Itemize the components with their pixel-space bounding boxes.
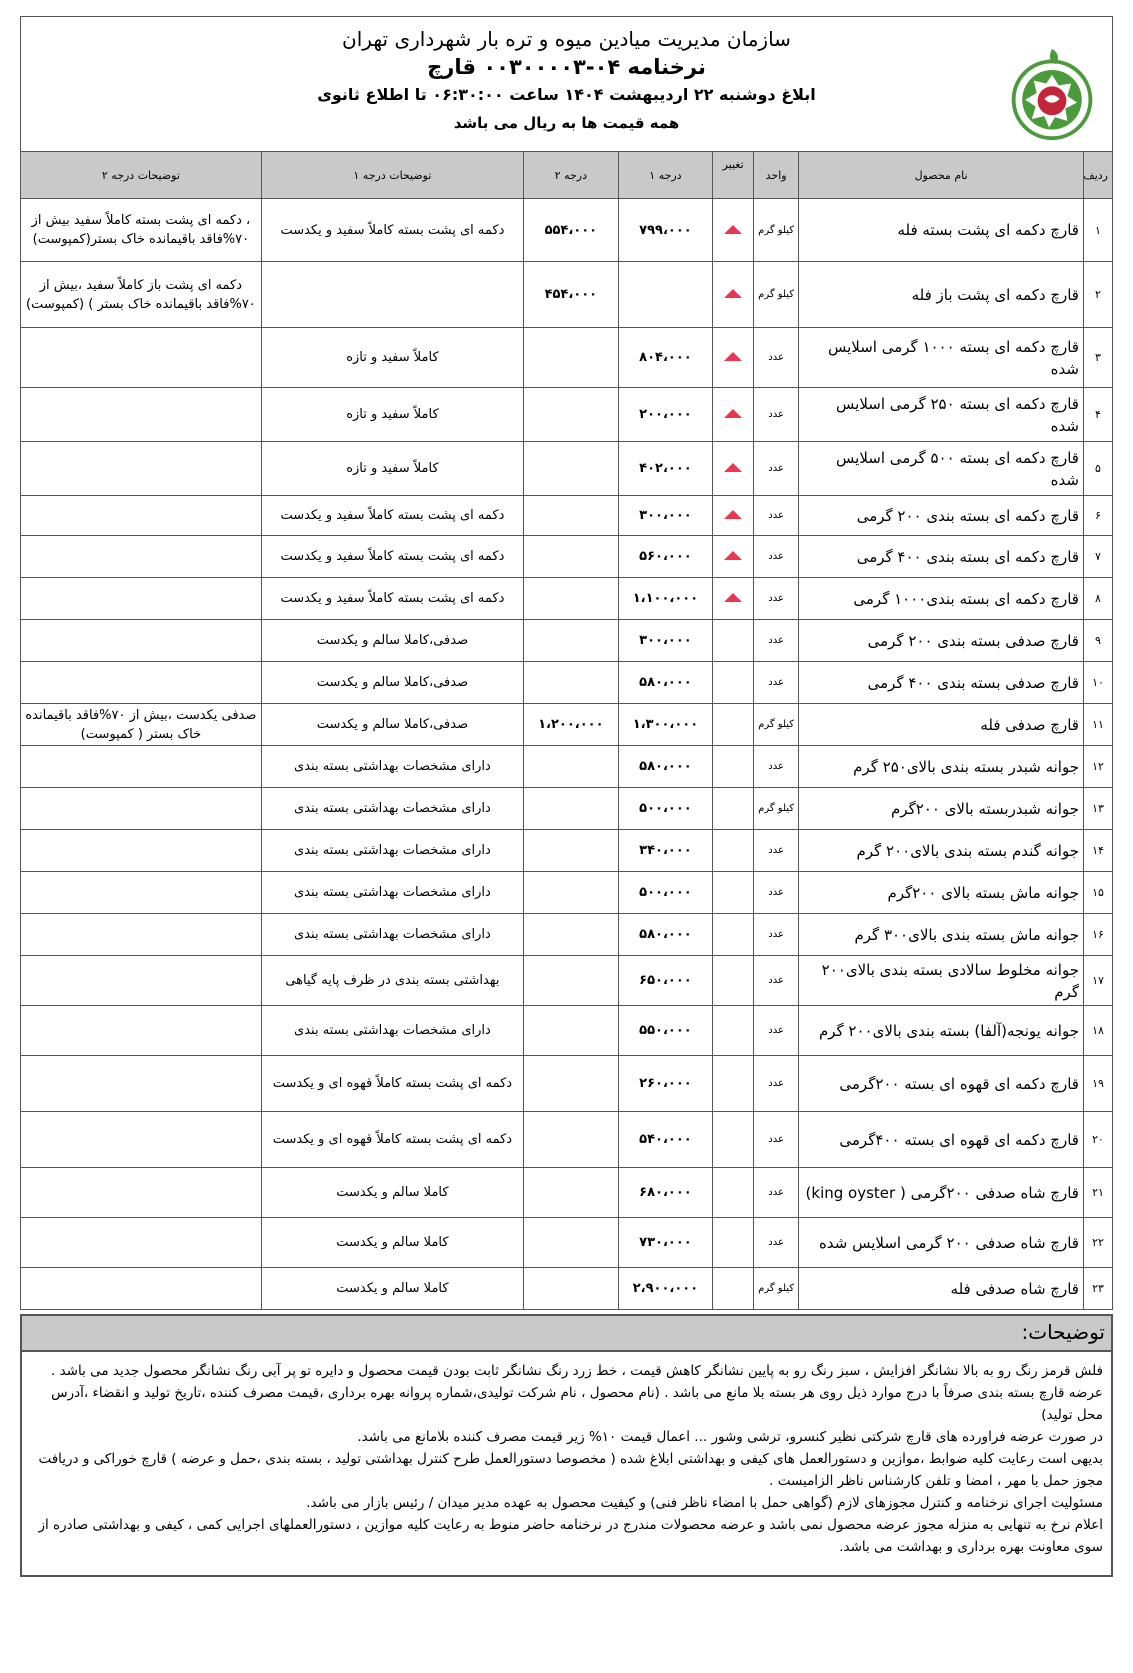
arrow-up-icon <box>724 463 742 472</box>
product-name: قارچ دکمه ای بسته ۵۰۰ گرمی اسلایس شده <box>799 442 1084 496</box>
grade1-description: دکمه ای پشت بسته کاملاً قهوه ای و یکدست <box>261 1056 523 1112</box>
unit: عدد <box>754 620 799 662</box>
product-name: قارچ صدفی بسته بندی ۴۰۰ گرمی <box>799 662 1084 704</box>
grade1-price: ۶۸۰،۰۰۰ <box>618 1168 713 1218</box>
table-row <box>21 199 1113 262</box>
grade2-description <box>21 1112 262 1168</box>
change-indicator <box>713 746 754 788</box>
grade1-description: کاملا سالم و یکدست <box>261 1218 523 1268</box>
product-name: قارچ دکمه ای پشت باز فله <box>799 262 1084 328</box>
product-name: قارچ شاه صدفی فله <box>799 1268 1084 1310</box>
grade1-price: ۵۰۰،۰۰۰ <box>618 872 713 914</box>
grade1-price: ۸۰۴،۰۰۰ <box>618 328 713 388</box>
grade1-description: دکمه ای پشت بسته کاملاً سفید و یکدست <box>261 536 523 578</box>
note-line: اعلام نرخ به تنهایی به منزله مجوز عرضه محصول نمی باشد و عرضه محصولات مندرج در نرخنامه حاضر منوط به رعایت کلیه موازین ، دستورالعملهای اجرایی کمی ، کیفی و بهداشتی صادره از سوی معاونت بهره برداری و بهداشت می باشد. <box>38 1517 1103 1555</box>
product-name: قارچ دکمه ای قهوه ای بسته ۴۰۰گرمی <box>799 1112 1084 1168</box>
grade2-price: ۵۵۴،۰۰۰ <box>524 199 619 262</box>
product-name: جوانه مخلوط سالادی بسته بندی بالای۲۰۰ گرم <box>799 956 1084 1006</box>
product-name: قارچ دکمه ای بسته بندی ۲۰۰ گرمی <box>799 496 1084 536</box>
row-index: ۴ <box>1083 388 1112 442</box>
note-line: در صورت عرضه فراورده های قارچ شرکتی نظیر کنسرو، ترشی وشور ... اعمال قیمت ۱۰% زیر قیمت مصرف کننده بلامانع می باشد. <box>357 1429 1103 1445</box>
grade2-price <box>524 914 619 956</box>
row-index: ۱۳ <box>1083 788 1112 830</box>
change-indicator <box>713 788 754 830</box>
grade2-price <box>524 830 619 872</box>
grade1-price: ۲،۹۰۰،۰۰۰ <box>618 1268 713 1310</box>
unit: کیلو گرم <box>754 262 799 328</box>
row-index: ۲۰ <box>1083 1112 1112 1168</box>
table-row <box>21 704 1113 746</box>
grade1-price: ۷۹۹،۰۰۰ <box>618 199 713 262</box>
grade1-price: ۵۴۰،۰۰۰ <box>618 1112 713 1168</box>
grade1-description: کاملاً سفید و تازه <box>261 388 523 442</box>
header-index: ردیف <box>1083 152 1112 199</box>
grade2-price <box>524 788 619 830</box>
change-indicator <box>713 1056 754 1112</box>
grade2-price <box>524 662 619 704</box>
grade1-price: ۱،۳۰۰،۰۰۰ <box>618 704 713 746</box>
change-indicator <box>713 442 754 496</box>
grade2-description <box>21 1168 262 1218</box>
note-line: فلش قرمز رنگ رو به بالا نشانگر افزایش ، سبز رنگ رو به پایین نشانگر کاهش قیمت ، خط زرد رنگ نشانگر ثابت بودن قیمت محصول و دایره تو پر آبی رنگ نشانگر محصول جدید می باشد . <box>50 1363 1103 1379</box>
list-title: نرخنامه ۰۴-۰۰۳۰۰۰۰۳ قارچ <box>427 55 706 79</box>
grade2-description <box>21 830 262 872</box>
grade2-description <box>21 620 262 662</box>
unit: عدد <box>754 536 799 578</box>
grade1-price: ۵۸۰،۰۰۰ <box>618 662 713 704</box>
price-list-page <box>20 16 1113 1577</box>
product-name: قارچ دکمه ای قهوه ای بسته ۲۰۰گرمی <box>799 1056 1084 1112</box>
unit: عدد <box>754 1218 799 1268</box>
change-indicator <box>713 830 754 872</box>
grade2-description <box>21 388 262 442</box>
row-index: ۱۸ <box>1083 1006 1112 1056</box>
change-indicator <box>713 704 754 746</box>
grade2-price <box>524 536 619 578</box>
product-name: جوانه ماش بسته بالای ۲۰۰گرم <box>799 872 1084 914</box>
grade1-description: صدفی،کاملا سالم و یکدست <box>261 620 523 662</box>
change-indicator <box>713 496 754 536</box>
notes-body <box>20 1352 1113 1577</box>
row-index: ۱۰ <box>1083 662 1112 704</box>
row-index: ۱۱ <box>1083 704 1112 746</box>
unit: عدد <box>754 496 799 536</box>
product-name: جوانه یونجه(آلفا) بسته بندی بالای۲۰۰ گرم <box>799 1006 1084 1056</box>
unit: عدد <box>754 956 799 1006</box>
header-grade1: درجه ۱ <box>618 152 713 199</box>
row-index: ۲۲ <box>1083 1218 1112 1268</box>
grade1-description: کاملاً سفید و تازه <box>261 442 523 496</box>
grade1-price: ۲۰۰،۰۰۰ <box>618 388 713 442</box>
table-row <box>21 956 1113 1006</box>
row-index: ۱۶ <box>1083 914 1112 956</box>
grade1-price: ۴۰۲،۰۰۰ <box>618 442 713 496</box>
grade2-description <box>21 328 262 388</box>
grade1-description: دکمه ای پشت بسته کاملاً سفید و یکدست <box>261 578 523 620</box>
unit: کیلو گرم <box>754 199 799 262</box>
grade2-price <box>524 578 619 620</box>
grade1-price: ۵۰۰،۰۰۰ <box>618 788 713 830</box>
change-indicator <box>713 578 754 620</box>
table-row <box>21 830 1113 872</box>
arrow-up-icon <box>724 289 742 298</box>
row-index: ۸ <box>1083 578 1112 620</box>
grade1-description: دکمه ای پشت بسته کاملاً سفید و یکدست <box>261 496 523 536</box>
grade2-description <box>21 1268 262 1310</box>
row-index: ۹ <box>1083 620 1112 662</box>
grade2-description <box>21 662 262 704</box>
arrow-up-icon <box>724 593 742 602</box>
change-indicator <box>713 872 754 914</box>
table-row <box>21 620 1113 662</box>
price-table <box>20 151 1113 1310</box>
table-row <box>21 578 1113 620</box>
unit: کیلو گرم <box>754 704 799 746</box>
change-indicator <box>713 1006 754 1056</box>
product-name: جوانه شبدر بسته بندی بالای۲۵۰ گرم <box>799 746 1084 788</box>
grade2-price <box>524 872 619 914</box>
change-indicator <box>713 1268 754 1310</box>
header-desc1: توضیحات درجه ۱ <box>261 152 523 199</box>
table-row <box>21 388 1113 442</box>
grade1-price <box>618 262 713 328</box>
change-indicator <box>713 620 754 662</box>
change-indicator <box>713 1218 754 1268</box>
row-index: ۱۵ <box>1083 872 1112 914</box>
grade2-description <box>21 578 262 620</box>
grade1-description: صدفی،کاملا سالم و یکدست <box>261 662 523 704</box>
row-index: ۲ <box>1083 262 1112 328</box>
grade1-price: ۱،۱۰۰،۰۰۰ <box>618 578 713 620</box>
grade2-description <box>21 788 262 830</box>
header-name: نام محصول <box>799 152 1084 199</box>
grade2-description <box>21 1006 262 1056</box>
grade1-description: صدفی،کاملا سالم و یکدست <box>261 704 523 746</box>
grade1-price: ۵۸۰،۰۰۰ <box>618 914 713 956</box>
change-indicator <box>713 662 754 704</box>
table-row <box>21 746 1113 788</box>
header-unit: واحد <box>754 152 799 199</box>
grade2-price <box>524 1112 619 1168</box>
grade1-description: دارای مشخصات بهداشتی بسته بندی <box>261 914 523 956</box>
table-row <box>21 872 1113 914</box>
row-index: ۱۷ <box>1083 956 1112 1006</box>
grade1-price: ۳۰۰،۰۰۰ <box>618 496 713 536</box>
grade1-description: دکمه ای پشت بسته کاملاً قهوه ای و یکدست <box>261 1112 523 1168</box>
grade2-description <box>21 442 262 496</box>
change-indicator <box>713 536 754 578</box>
table-row <box>21 1168 1113 1218</box>
grade1-price: ۲۶۰،۰۰۰ <box>618 1056 713 1112</box>
row-index: ۵ <box>1083 442 1112 496</box>
grade2-price <box>524 620 619 662</box>
grade2-price: ۴۵۴،۰۰۰ <box>524 262 619 328</box>
grade1-description: دارای مشخصات بهداشتی بسته بندی <box>261 872 523 914</box>
grade2-description: صدفی یکدست ،بیش از ۷۰%فاقد باقیمانده خاک بستر ( کمپوست) <box>21 704 262 746</box>
grade2-description <box>21 1056 262 1112</box>
table-row <box>21 1006 1113 1056</box>
table-row <box>21 914 1113 956</box>
grade2-description <box>21 496 262 536</box>
table-row <box>21 662 1113 704</box>
change-indicator <box>713 1112 754 1168</box>
unit: عدد <box>754 1168 799 1218</box>
product-name: قارچ دکمه ای بسته بندی ۴۰۰ گرمی <box>799 536 1084 578</box>
unit: عدد <box>754 746 799 788</box>
org-name: سازمان مدیریت میادین میوه و تره بار شهرداری تهران <box>342 27 791 51</box>
announcement-date: ابلاغ دوشنبه ۲۲ اردیبهشت ۱۴۰۴ ساعت ۰۶:۳۰:۰۰ تا اطلاع ثانوی <box>317 85 816 104</box>
row-index: ۱ <box>1083 199 1112 262</box>
grade1-price: ۵۶۰،۰۰۰ <box>618 536 713 578</box>
grade1-description: دارای مشخصات بهداشتی بسته بندی <box>261 788 523 830</box>
grade1-description: کاملا سالم و یکدست <box>261 1168 523 1218</box>
unit: عدد <box>754 1112 799 1168</box>
unit: عدد <box>754 1056 799 1112</box>
table-header-row <box>21 152 1113 199</box>
grade1-description: دارای مشخصات بهداشتی بسته بندی <box>261 746 523 788</box>
arrow-up-icon <box>724 225 742 234</box>
unit: عدد <box>754 1006 799 1056</box>
grade2-price <box>524 1168 619 1218</box>
grade2-price <box>524 1218 619 1268</box>
row-index: ۱۲ <box>1083 746 1112 788</box>
header-desc2: توضیحات درجه ۲ <box>21 152 262 199</box>
unit: عدد <box>754 914 799 956</box>
grade2-price <box>524 1006 619 1056</box>
row-index: ۲۱ <box>1083 1168 1112 1218</box>
arrow-up-icon <box>724 510 742 519</box>
grade1-description: کاملا سالم و یکدست <box>261 1268 523 1310</box>
grade2-price <box>524 1268 619 1310</box>
grade1-price: ۵۸۰،۰۰۰ <box>618 746 713 788</box>
header-change: تغییر <box>713 152 754 199</box>
grade2-description <box>21 536 262 578</box>
grade2-price <box>524 442 619 496</box>
table-row <box>21 262 1113 328</box>
row-index: ۳ <box>1083 328 1112 388</box>
header <box>20 16 1113 151</box>
note-line: بدیهی است رعایت کلیه ضوابط ،موازین و دستورالعمل های کیفی و بهداشتی ابلاغ شده ( مخصوصا دستورالعمل طرح کنترل بهداشتی تولید ، بسته بندی ،حمل و عرضه ) قارچ خوراکی و دریافت مجوز حمل با مهر ، امضا و تلفن کارشناس ناظر الزامیست . <box>38 1451 1103 1489</box>
product-name: جوانه گندم بسته بندی بالای۲۰۰ گرم <box>799 830 1084 872</box>
product-name: قارچ صدفی فله <box>799 704 1084 746</box>
table-row <box>21 1112 1113 1168</box>
arrow-up-icon <box>724 409 742 418</box>
grade2-price <box>524 746 619 788</box>
grade1-description: دارای مشخصات بهداشتی بسته بندی <box>261 830 523 872</box>
table-row <box>21 496 1113 536</box>
grade2-description <box>21 872 262 914</box>
row-index: ۷ <box>1083 536 1112 578</box>
product-name: قارچ دکمه ای بسته ۱۰۰۰ گرمی اسلایس شده <box>799 328 1084 388</box>
table-row <box>21 442 1113 496</box>
product-name: قارچ صدفی بسته بندی ۲۰۰ گرمی <box>799 620 1084 662</box>
grade1-price: ۳۰۰،۰۰۰ <box>618 620 713 662</box>
note-line: عرضه قارچ بسته بندی صرفاً با درج موارد ذیل روی هر بسته بلا مانع می باشد . (نام محصول ، نام شرکت تولیدی،شماره پروانه بهره برداری ،قیمت مصرف کننده ،تاریخ تولید و انقضاء ،آدرس محل تولید) <box>51 1385 1103 1423</box>
header-grade2: درجه ۲ <box>524 152 619 199</box>
currency-note: همه قیمت ها به ریال می باشد <box>453 114 680 132</box>
change-indicator <box>713 914 754 956</box>
product-name: قارچ شاه صدفی ۲۰۰ گرمی اسلایس شده <box>799 1218 1084 1268</box>
product-name: قارچ دکمه ای پشت بسته فله <box>799 199 1084 262</box>
grade1-description <box>261 262 523 328</box>
table-row <box>21 328 1113 388</box>
table-row <box>21 788 1113 830</box>
grade2-price <box>524 328 619 388</box>
product-name: قارچ شاه صدفی ۲۰۰گرمی ( king oyster) <box>799 1168 1084 1218</box>
grade1-description: کاملاً سفید و تازه <box>261 328 523 388</box>
grade1-price: ۷۳۰،۰۰۰ <box>618 1218 713 1268</box>
unit: عدد <box>754 872 799 914</box>
grade2-price <box>524 496 619 536</box>
tehran-municipality-logo <box>1004 47 1100 143</box>
grade1-price: ۵۵۰،۰۰۰ <box>618 1006 713 1056</box>
unit: کیلو گرم <box>754 788 799 830</box>
unit: عدد <box>754 578 799 620</box>
product-name: قارچ دکمه ای بسته ۲۵۰ گرمی اسلایس شده <box>799 388 1084 442</box>
grade1-price: ۳۴۰،۰۰۰ <box>618 830 713 872</box>
change-indicator <box>713 199 754 262</box>
product-name: جوانه شبدربسته بالای ۲۰۰گرم <box>799 788 1084 830</box>
unit: عدد <box>754 328 799 388</box>
grade1-description: بهداشتی بسته بندی در ظرف پایه گیاهی <box>261 956 523 1006</box>
unit: کیلو گرم <box>754 1268 799 1310</box>
grade1-price: ۶۵۰،۰۰۰ <box>618 956 713 1006</box>
arrow-up-icon <box>724 551 742 560</box>
table-row <box>21 536 1113 578</box>
grade2-description: ، دکمه ای پشت بسته کاملاً سفید بیش از ۷۰%فاقد باقیمانده خاک بستر(کمپوست) <box>21 199 262 262</box>
grade2-price <box>524 1056 619 1112</box>
change-indicator <box>713 956 754 1006</box>
note-line: مسئولیت اجرای نرخنامه و کنترل مجوزهای لازم (گواهی حمل با امضاء ناظر فنی) و کیفیت محصول به عهده مدیر میدان / رئیس بازار می باشد. <box>306 1495 1103 1511</box>
product-name: قارچ دکمه ای بسته بندی۱۰۰۰ گرمی <box>799 578 1084 620</box>
row-index: ۱۴ <box>1083 830 1112 872</box>
grade2-price: ۱،۲۰۰،۰۰۰ <box>524 704 619 746</box>
change-indicator <box>713 262 754 328</box>
row-index: ۲۳ <box>1083 1268 1112 1310</box>
grade1-description: دکمه ای پشت بسته کاملاً سفید و یکدست <box>261 199 523 262</box>
unit: عدد <box>754 830 799 872</box>
table-row <box>21 1218 1113 1268</box>
grade2-description <box>21 746 262 788</box>
grade2-description <box>21 956 262 1006</box>
grade2-description <box>21 1218 262 1268</box>
row-index: ۶ <box>1083 496 1112 536</box>
grade2-price <box>524 956 619 1006</box>
notes-title: توضیحات: <box>1021 1320 1105 1344</box>
table-row <box>21 1056 1113 1112</box>
unit: عدد <box>754 442 799 496</box>
grade2-description <box>21 914 262 956</box>
change-indicator <box>713 1168 754 1218</box>
change-indicator <box>713 328 754 388</box>
unit: عدد <box>754 388 799 442</box>
product-name: جوانه ماش بسته بندی بالای۳۰۰ گرم <box>799 914 1084 956</box>
grade1-description: دارای مشخصات بهداشتی بسته بندی <box>261 1006 523 1056</box>
row-index: ۱۹ <box>1083 1056 1112 1112</box>
grade2-description: دکمه ای پشت باز کاملاً سفید ،بیش از ۷۰%فاقد باقیمانده خاک بستر ) (کمپوست) <box>21 262 262 328</box>
arrow-up-icon <box>724 352 742 361</box>
grade2-price <box>524 388 619 442</box>
unit: عدد <box>754 662 799 704</box>
table-row <box>21 1268 1113 1310</box>
notes-header <box>20 1314 1113 1352</box>
change-indicator <box>713 388 754 442</box>
